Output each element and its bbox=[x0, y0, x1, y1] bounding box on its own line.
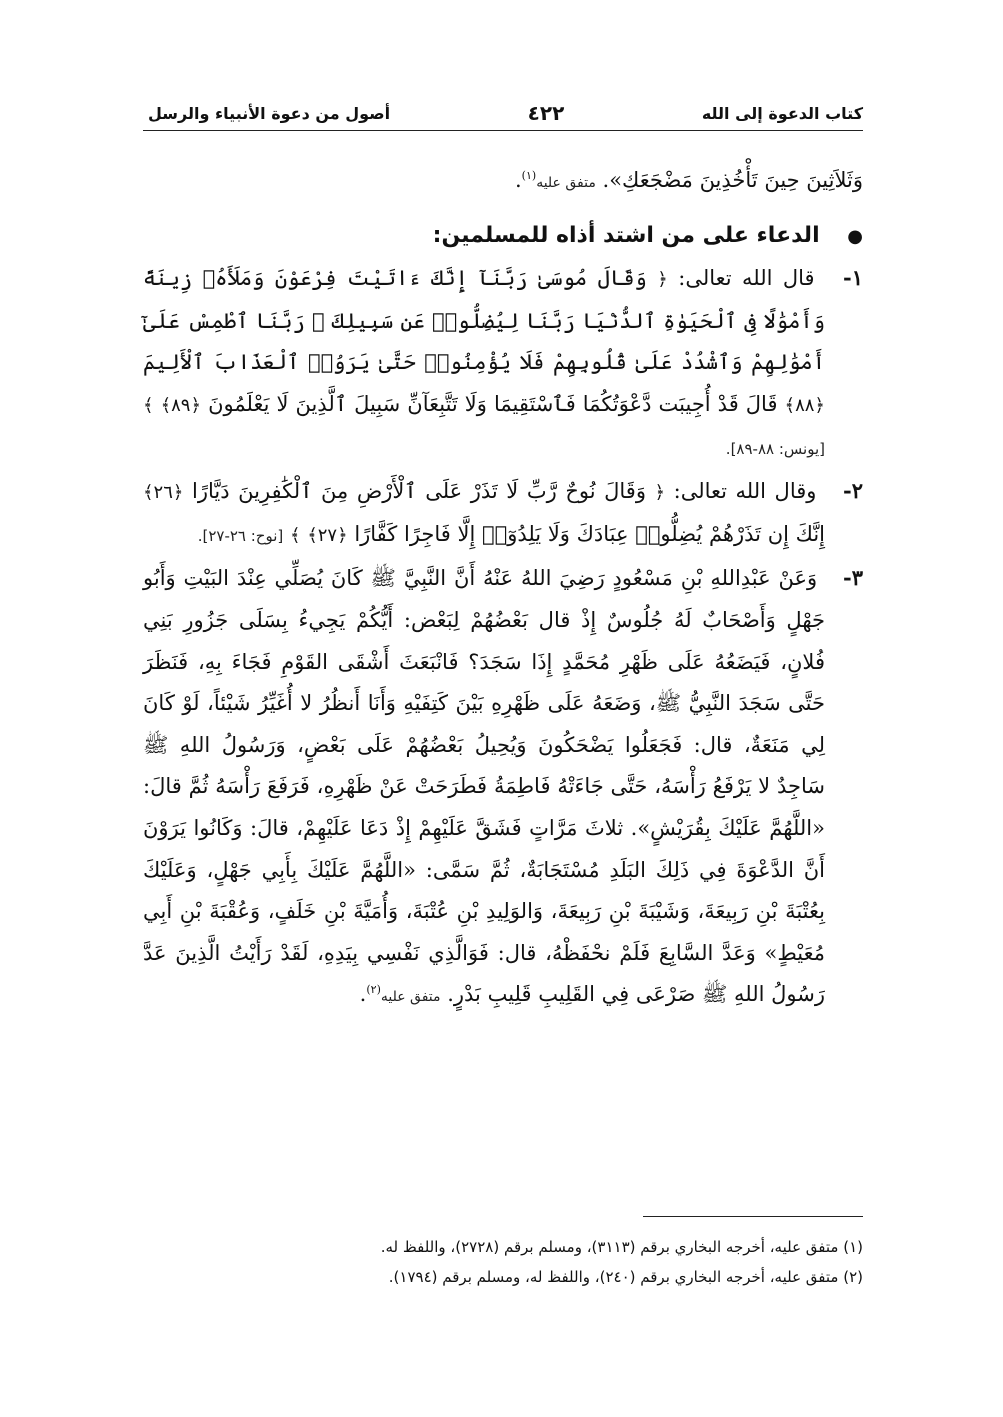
footnote: (٢) متفق عليه، أخرجه البخاري برقم (٢٤٠)، واللفظ له، ومسلم برقم (١٧٩٤). bbox=[388, 1268, 863, 1286]
section-heading-text: الدعاء على من اشتد أذاه للمسلمين: bbox=[432, 222, 820, 248]
book-title: كتاب الدعوة إلى الله bbox=[701, 103, 863, 123]
bullet-icon: ● bbox=[847, 225, 863, 247]
hadith-grading: متفق عليه bbox=[380, 989, 441, 1006]
header-divider bbox=[143, 130, 863, 131]
page-body bbox=[143, 160, 863, 1019]
list-item: ٣- وَعَنْ عَبْدِاللهِ بْنِ مَسْعُودٍ رَضِيَ اللهُ عَنْهُ أَنَّ النَّبِيَّ ﷺ كَانَ يُصَلِّي عِنْدَ البَيْتِ وَأَبُو جَهْلٍ وَأَصْحَابٌ لَهُ جُلُوسٌ إِذْ قال بَعْضُهُمْ لِبَعْض: أَيُّكُمْ يَجِيءُ بِسَلَى جَزُورِ بَنِي فُلانٍ، فَيَضَعُهُ عَلَى ظَهْرِ مُحَمَّدٍ إِذَا سَجَدَ؟ فَانْبَعَثَ أَشْقَى القَوْمِ فَجَاءَ بِهِ، فَنَظَرَ حَتَّى سَجَدَ النَّبِيُّ ﷺ، وَضَعَهُ عَلَى ظَهْرِهِ بَيْنَ كَتِفَيْهِ وَأَنَا أَنظُرُ لا أُغَيِّرُ شَيْئاً، لَوْ كَانَ لِي مَنَعَةٌ، قال: فَجَعَلُوا يَضْحَكُونَ وَيُحِيلُ بَعْضُهُمْ عَلَى بَعْضٍ، وَرَسُولُ اللهِ ﷺ سَاجِدٌ لا يَرْفَعُ رَأْسَهُ، حَتَّى جَاءَتْهُ فَاطِمَةُ فَطَرَحَتْ عَنْ ظَهْرِهِ، فَرَفَعَ رَأْسَهُ ثُمَّ قالَ: «اللَّهُمَّ عَلَيْكَ بِقُرَيْشٍ». ثلاثَ مَرَّاتٍ فَشَقَّ عَلَيْهِمْ إِذْ دَعَا عَلَيْهِمْ، قالَ: وَكَانُوا يَرَوْنَ أَنَّ الدَّعْوَةَ فِي ذَلِكَ البَلَدِ مُسْتَجَابَةٌ، ثُمَّ سَمَّى: «اللَّهُمَّ عَلَيْكَ بِأَبِي جَهْلٍ، وَعَلَيْكَ بِعُتْبَةَ بْنِ رَبِيعَةَ، وَشَيْبَةَ بْنِ رَبِيعَةَ، وَالوَلِيدِ بْنِ عُتْبَةَ، وَأُمَيَّةَ بْنِ خَلَفٍ، وَعُقْبَةَ بْنِ أَبِي مُعَيْطٍ» وَعَدَّ السَّابِعَ فَلَمْ نحْفَظْهُ، قال: فَوَالَّذِي نَفْسِي بِيَدِهِ، لَقَدْ رَأَيْتُ الَّذِينَ عَدَّ رَسُولُ اللهِ ﷺ صَرْعَى فِي القَلِيبِ قَلِيبِ بَدْرٍ. متفق عليه$^{(٢)}$. bbox=[143, 557, 863, 1019]
list-item bbox=[143, 470, 863, 557]
page-number: ٤٢٢ bbox=[527, 101, 565, 125]
verse-reference: [نوح: ٢٦-٢٧]. bbox=[197, 526, 284, 545]
footnote: (١) متفق عليه، أخرجه البخاري برقم (٣١١٣)، ومسلم برقم (٢٧٢٨)، واللفظ له. bbox=[380, 1238, 863, 1256]
item-number: ١- bbox=[843, 265, 863, 291]
footnote-divider bbox=[643, 1216, 863, 1217]
ayah-number-27: ﴿٢٧﴾ bbox=[307, 524, 348, 546]
ayah-number-26: ﴿٢٦﴾ bbox=[143, 482, 184, 504]
item-number: ٢- bbox=[842, 478, 863, 504]
footnote-marker: (١) bbox=[521, 169, 537, 182]
item-intro: وقال الله تعالى: bbox=[673, 479, 817, 504]
quran-close-bracket: ﴾ bbox=[143, 394, 154, 416]
quran-verse: وَقَالَ نُوحٌ رَّبِّ لَا تَذَرْ عَلَى ٱلْأَرْضِ مِنَ ٱلْكَٰفِرِينَ دَيَّارًا bbox=[192, 479, 646, 504]
item-number: ٣- bbox=[842, 565, 863, 591]
chapter-title: أصول من دعوة الأنبياء والرسل bbox=[148, 103, 391, 123]
quran-verse: إِنَّكَ إِن تَذَرْهُمْ يُضِلُّوا۟ عِبَادَكَ وَلَا يَلِدُوٓا۟ إِلَّا فَاجِرًا كَفَّارًا bbox=[354, 521, 825, 546]
continuation-paragraph: وَثَلاَثِينَ حِينَ تَأْخُذِينَ مَضْجَعَكِ». متفق عليه$^{(١)}$. bbox=[514, 168, 863, 192]
quran-verse: قَالَ قَدْ أُجِيبَت دَّعْوَتُكُمَا فَٱسْتَقِيمَا وَلَا تَتَّبِعَآنِّ سَبِيلَ ٱلَّذِينَ لَا يَعْلَمُونَ bbox=[208, 391, 778, 416]
quran-verse: وَقَالَ مُوسَىٰ رَبَّنَآ إِنَّكَ ءَاتَيْتَ فِرْعَوْنَ وَمَلَأَهُۥ زِينَةً وَأَمْوَٰلًا فِى ٱلْحَيَوٰةِ ٱلدُّنْيَا رَبَّنَا لِيُضِلُّوا۟ عَن سَبِيلِكَ ۖ رَبَّنَا ٱطْمِسْ عَلَىٰٓ أَمْوَٰلِهِمْ وَٱشْدُدْ عَلَىٰ قُلُوبِهِمْ فَلَا يُؤْمِنُوا۟ حَتَّىٰ يَرَوُا۟ ٱلْعَذَابَ ٱلْأَلِيمَ bbox=[143, 266, 826, 375]
quran-close-bracket: ﴾ bbox=[289, 524, 301, 546]
ayah-number-89: ﴿٨٩﴾ bbox=[160, 394, 202, 416]
hadith-grading: متفق عليه bbox=[536, 175, 596, 191]
footnote-marker: (٢) bbox=[366, 983, 381, 997]
quran-open-bracket: ﴿ bbox=[654, 482, 666, 504]
item-intro: قال الله تعالى: bbox=[678, 266, 815, 291]
verse-reference: [يونس: ٨٨-٨٩]. bbox=[725, 439, 825, 458]
section-heading bbox=[143, 215, 863, 258]
hadith-text: وَعَنْ عَبْدِاللهِ بْنِ مَسْعُودٍ رَضِيَ اللهُ عَنْهُ أَنَّ النَّبِيَّ ﷺ كَانَ يُصَلِّي عِنْدَ البَيْتِ وَأَبُو جَهْلٍ وَأَصْحَابٌ لَهُ جُلُوسٌ إِذْ قال بَعْضُهُمْ لِبَعْض: أَيُّكُمْ يَجِيءُ بِسَلَى جَزُورِ بَنِي فُلانٍ، فَيَضَعُهُ عَلَى ظَهْرِ مُحَمَّدٍ إِذَا سَجَدَ؟ فَانْبَعَثَ أَشْقَى القَوْمِ فَجَاءَ بِهِ، فَنَظَرَ حَتَّى سَجَدَ النَّبِيُّ ﷺ، وَضَعَهُ عَلَى ظَهْرِهِ بَيْنَ كَتِفَيْهِ وَأَنَا أَنظُرُ لا أُغَيِّرُ شَيْئاً، لَوْ كَانَ لِي مَنَعَةٌ، قال: فَجَعَلُوا يَضْحَكُونَ وَيُحِيلُ بَعْضُهُمْ عَلَى بَعْضٍ، وَرَسُولُ اللهِ ﷺ سَاجِدٌ لا يَرْفَعُ رَأْسَهُ، حَتَّى جَاءَتْهُ فَاطِمَةُ فَطَرَحَتْ عَنْ ظَهْرِهِ، فَرَفَعَ رَأْسَهُ ثُمَّ قالَ: «اللَّهُمَّ عَلَيْكَ بِقُرَيْشٍ». ثلاثَ مَرَّاتٍ فَشَقَّ عَلَيْهِمْ إِذْ دَعَا عَلَيْهِمْ، قالَ: وَكَانُوا يَرَوْنَ أَنَّ الدَّعْوَةَ فِي ذَلِكَ البَلَدِ مُسْتَجَابَةٌ، ثُمَّ سَمَّى: «اللَّهُمَّ عَلَيْكَ بِأَبِي جَهْلٍ، وَعَلَيْكَ بِعُتْبَةَ بْنِ رَبِيعَةَ، وَشَيْبَةَ بْنِ رَبِيعَةَ، وَالوَلِيدِ بْنِ عُتْبَةَ، وَأُمَيَّةَ بْنِ خَلَفٍ، وَعُقْبَةَ بْنِ أَبِي مُعَيْطٍ» وَعَدَّ السَّابِعَ فَلَمْ نحْفَظْهُ، قال: فَوَالَّذِي نَفْسِي بِيَدِهِ، لَقَدْ رَأَيْتُ الَّذِينَ عَدَّ رَسُولُ اللهِ ﷺ صَرْعَى فِي القَلِيبِ قَلِيبِ بَدْرٍ. bbox=[143, 566, 825, 1007]
quran-open-bracket: ﴿ bbox=[657, 269, 668, 291]
ayah-number-88: ﴿٨٨﴾ bbox=[784, 394, 825, 416]
list-item bbox=[143, 257, 863, 470]
running-header bbox=[148, 98, 863, 128]
footnotes bbox=[143, 1232, 863, 1292]
continuation-text: وَثَلاَثِينَ حِينَ تَأْخُذِينَ مَضْجَعَكِ». bbox=[602, 168, 863, 192]
